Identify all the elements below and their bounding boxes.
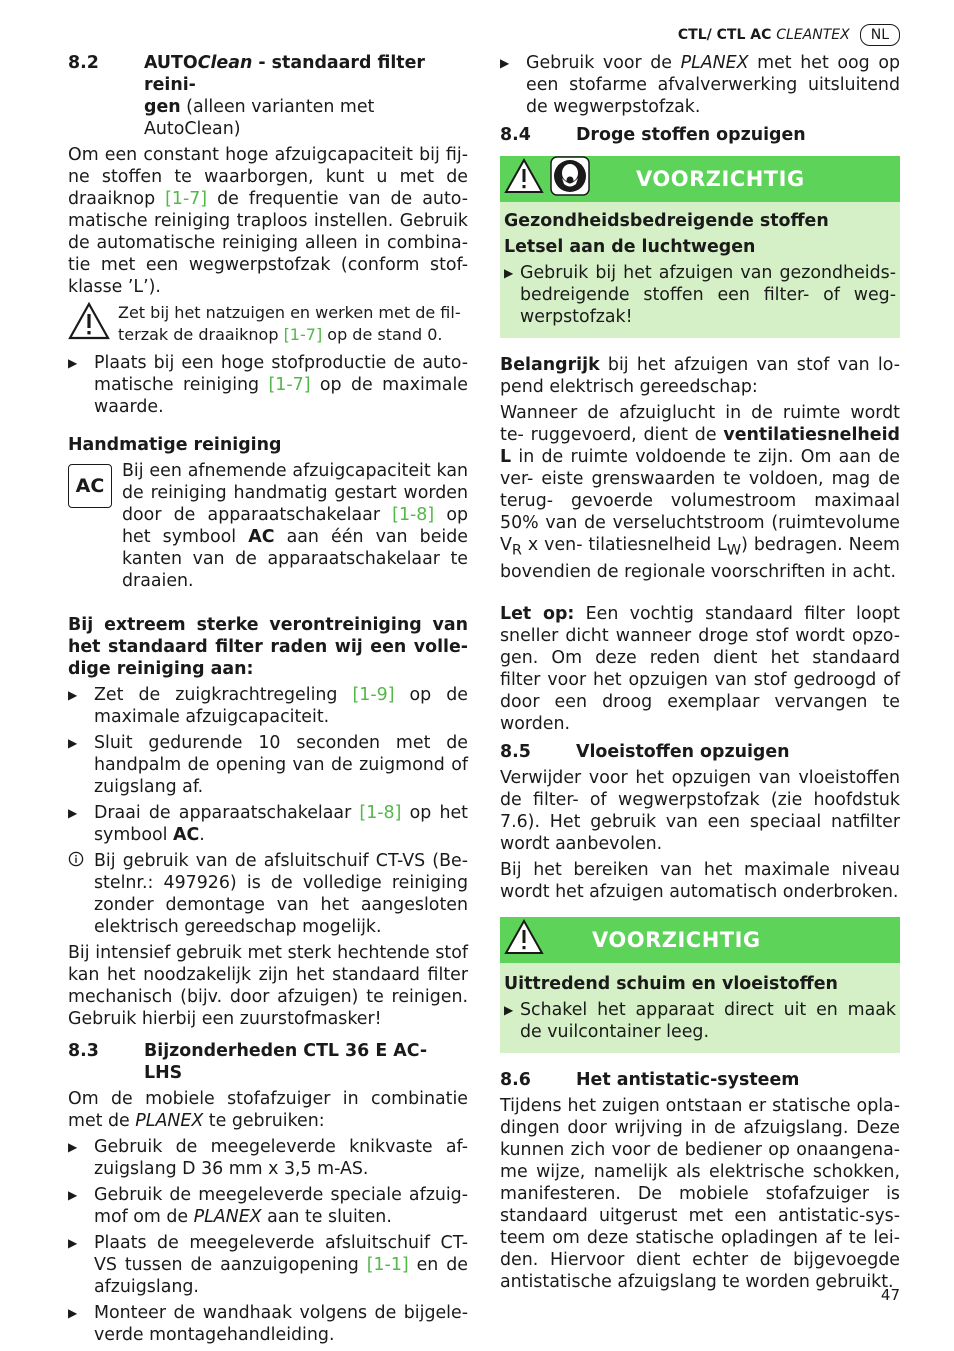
intensive-use-paragraph: Bij intensief gebruik met sterk hechtende stof kan het noodzakelijk zijn het standaard filter mechanisch (bijv. door afzuigen) te reinigen. Gebruik hierbij een zuurstofmasker! bbox=[68, 943, 468, 1029]
important-paragraph: Belangrijk bij het afzuigen van stof van lo- pend elektrisch gereedschap: bbox=[500, 355, 900, 397]
triangle-bullet-icon: ▶ bbox=[68, 1188, 78, 1202]
attention-paragraph: Let op: Een vochtig standaard filter loopt sneller dicht wanneer droge stof wordt opzo- gen. Om deze reden dient het standaard filter voor het opzuigen van stof gedroogd of door een droog exemplaar vervangen te worden. bbox=[500, 604, 900, 735]
section-8-2-heading: 8.2 AUTOClean - standaard filter reini- gen (alleen varianten met AutoClean) bbox=[68, 53, 425, 139]
section-8-4-heading: 8.4 Droge stoffen opzuigen bbox=[500, 125, 806, 145]
left-column bbox=[68, 52, 468, 1350]
triangle-bullet-icon: ▶ bbox=[68, 1140, 78, 1154]
caution-box-liquids bbox=[500, 917, 900, 1053]
list-item: ▶ Gebruik de meegeleverde knikvaste af- zuigslang D 36 mm x 3,5 m-AS. bbox=[68, 1137, 468, 1179]
planex-intro-paragraph: Om de mobiele stofafzuiger in combinatie met de PLANEX te gebruiken: bbox=[68, 1089, 468, 1131]
list-item: ▶ Monteer de wandhaak volgens de bijgele- verde montagehandleiding. bbox=[68, 1303, 468, 1345]
section-8-6-heading: 8.6 Het antistatic-systeem bbox=[500, 1070, 800, 1091]
section-8-3-heading: 8.3 Bijzonderheden CTL 36 E AC- LHS bbox=[68, 1041, 428, 1083]
warning-triangle-icon bbox=[68, 302, 110, 346]
list-item: ▶ Schakel het apparaat direct uit en maak de vuilcontainer leeg. bbox=[504, 1000, 896, 1043]
caution-body: Gezondheidsbedreigende stoffen Letsel aan de luchtwegen ▶ Gebruik bij het afzuigen van gezondheids- bedreigende stoffen een filter- of weg- werpstofzak! bbox=[504, 211, 896, 327]
respirator-mask-icon bbox=[550, 156, 590, 202]
product-name: CTL/ CTL AC CLEANTEX bbox=[677, 27, 850, 43]
warning-triangle-icon bbox=[504, 919, 544, 961]
triangle-bullet-icon: ▶ bbox=[68, 736, 78, 750]
ac-symbol-icon: AC bbox=[68, 464, 112, 508]
wet-vacuum-note: Zet bij het natzuigen en werken met de fil- terzak de draaiknop [1-7] op de stand 0. bbox=[68, 302, 468, 346]
autoclean-paragraph: Om een constant hoge afzuigcapaciteit bij fij- ne stoffen te waarborgen, kunt u met de draaiknop [1-7] de frequentie van de auto- matische reiniging traploos instellen. Gebruik de automatische reiniging alleen in combina- tie met een wegwerpstofzak (conform stof- klasse ’L’). bbox=[68, 145, 468, 297]
triangle-bullet-icon: ▶ bbox=[504, 266, 514, 280]
triangle-bullet-icon: ▶ bbox=[68, 356, 78, 370]
page-header bbox=[678, 24, 900, 46]
manual-cleaning-heading: Handmatige reiniging bbox=[68, 435, 282, 455]
ventilation-paragraph: Wanneer de afzuiglucht in de ruimte wordt te- ruggevoerd, dient de ventilatiesnelheid L in de ruimte voldoende te zijn. Om aan de ver- eiste grenswaarden te voldoen, mag de terug- gevoerde volumestroom maximaal 50% van de verseluchtstroom (ruimtevolume $V_R$ x ven- tilatiesnelheid $L_W$) bedragen. Neem bovendien de regionale voorschriften in acht. bbox=[500, 403, 900, 583]
list-item: ▶ Sluit gedurende 10 seconden met de handpalm de opening van de zuigmond of zuigslang af. bbox=[68, 733, 468, 797]
page-number: 47 bbox=[880, 1286, 900, 1304]
warning-triangle-icon bbox=[504, 158, 544, 200]
list-item: ▶ Draai de apparaatschakelaar [1-8] op het symbool AC. bbox=[68, 803, 468, 845]
list-item: ▶ Gebruik voor de PLANEX met het oog op een stofarme afvalverwerking uitsluitend de wegwerpstofzak. bbox=[500, 53, 900, 117]
list-item: ▶ Plaats bij een hoge stofproductie de auto- matische reiniging [1-7] op de maximale waarde. bbox=[68, 353, 468, 417]
list-item: ▶ Gebruik bij het afzuigen van gezondheids- bedreigende stoffen een filter- of weg- werpstofzak! bbox=[504, 263, 896, 327]
triangle-bullet-icon: ▶ bbox=[68, 1306, 78, 1320]
triangle-bullet-icon: ▶ bbox=[500, 56, 510, 70]
caution-title: VOORZICHTIG bbox=[592, 928, 761, 953]
triangle-bullet-icon: ▶ bbox=[504, 1003, 514, 1018]
list-item: ▶ Gebruik de meegeleverde speciale afzuig- mof om de PLANEX aan te sluiten. bbox=[68, 1185, 468, 1227]
list-item: ▶ Zet de zuigkrachtregeling [1-9] op de maximale afzuigcapaciteit. bbox=[68, 685, 468, 727]
list-item: ▶ Plaats de meegeleverde afsluitschuif CT- VS tussen de aanzuigopening [1-1] en de afzuigslang. bbox=[68, 1233, 468, 1297]
section-8-5-heading: 8.5 Vloeistoffen opzuigen bbox=[500, 742, 790, 763]
caution-header bbox=[500, 156, 900, 202]
antistatic-paragraph: Tijdens het zuigen ontstaan er statische opla- dingen door wrijving in de afzuigslang. Deze kunnen zich voor de bediener op onaangena- me wijze, namelijk als elektrische schokken, manifesteren. De mobiele stofafzuiger is standaard uitgerust met een antistatic-sys- teem om deze statische opladingen af te lei- den. Hiervoor dient echter de bijgevoegde antistatische afzuigslang te worden gebruikt. bbox=[500, 1096, 900, 1293]
caution-title: VOORZICHTIG bbox=[636, 167, 805, 191]
triangle-bullet-icon: ▶ bbox=[68, 688, 78, 702]
caution-header bbox=[500, 917, 900, 963]
caution-box-dry-dust bbox=[500, 156, 900, 338]
liquids-paragraph-2: Bij het bereiken van het maximale niveau wordt het afzuigen automatisch onderbroken. bbox=[500, 860, 900, 903]
liquids-paragraph-1: Verwijder voor het opzuigen van vloeistoffen de filter- of wegwerpstofzak (zie hoofdstuk 7.6). Het gebruik van een speciaal natfilter wordt aanbevolen. bbox=[500, 768, 900, 855]
manual-cleaning-block: AC Bij een afnemende afzuigcapaciteit kan de reiniging handmatig gestart worden door de apparaatschakelaar [1-8] op het symbool AC aan één van beide kanten van de apparaatschakelaar te draaien. bbox=[68, 460, 468, 596]
info-icon bbox=[68, 850, 94, 938]
triangle-bullet-icon: ▶ bbox=[68, 806, 78, 820]
extreme-cleaning-heading: Bij extreem sterke verontreiniging van het standaard filter raden wij een volle- dige reiniging aan: bbox=[68, 615, 468, 679]
info-item: Bij gebruik van de afsluitschuif CT-VS (Be- stelnr.: 497926) is de volledige reiniging zonder demontage van het aangesloten elektrisch gereedschap mogelijk. bbox=[68, 850, 468, 938]
right-column bbox=[500, 52, 900, 1297]
caution-body: Uittredend schuim en vloeistoffen ▶ Schakel het apparaat direct uit en maak de vuilcontainer leeg. bbox=[504, 974, 896, 1043]
triangle-bullet-icon: ▶ bbox=[68, 1236, 78, 1250]
ref-1-7: [1-7] bbox=[165, 189, 208, 209]
language-badge: NL bbox=[860, 24, 900, 46]
